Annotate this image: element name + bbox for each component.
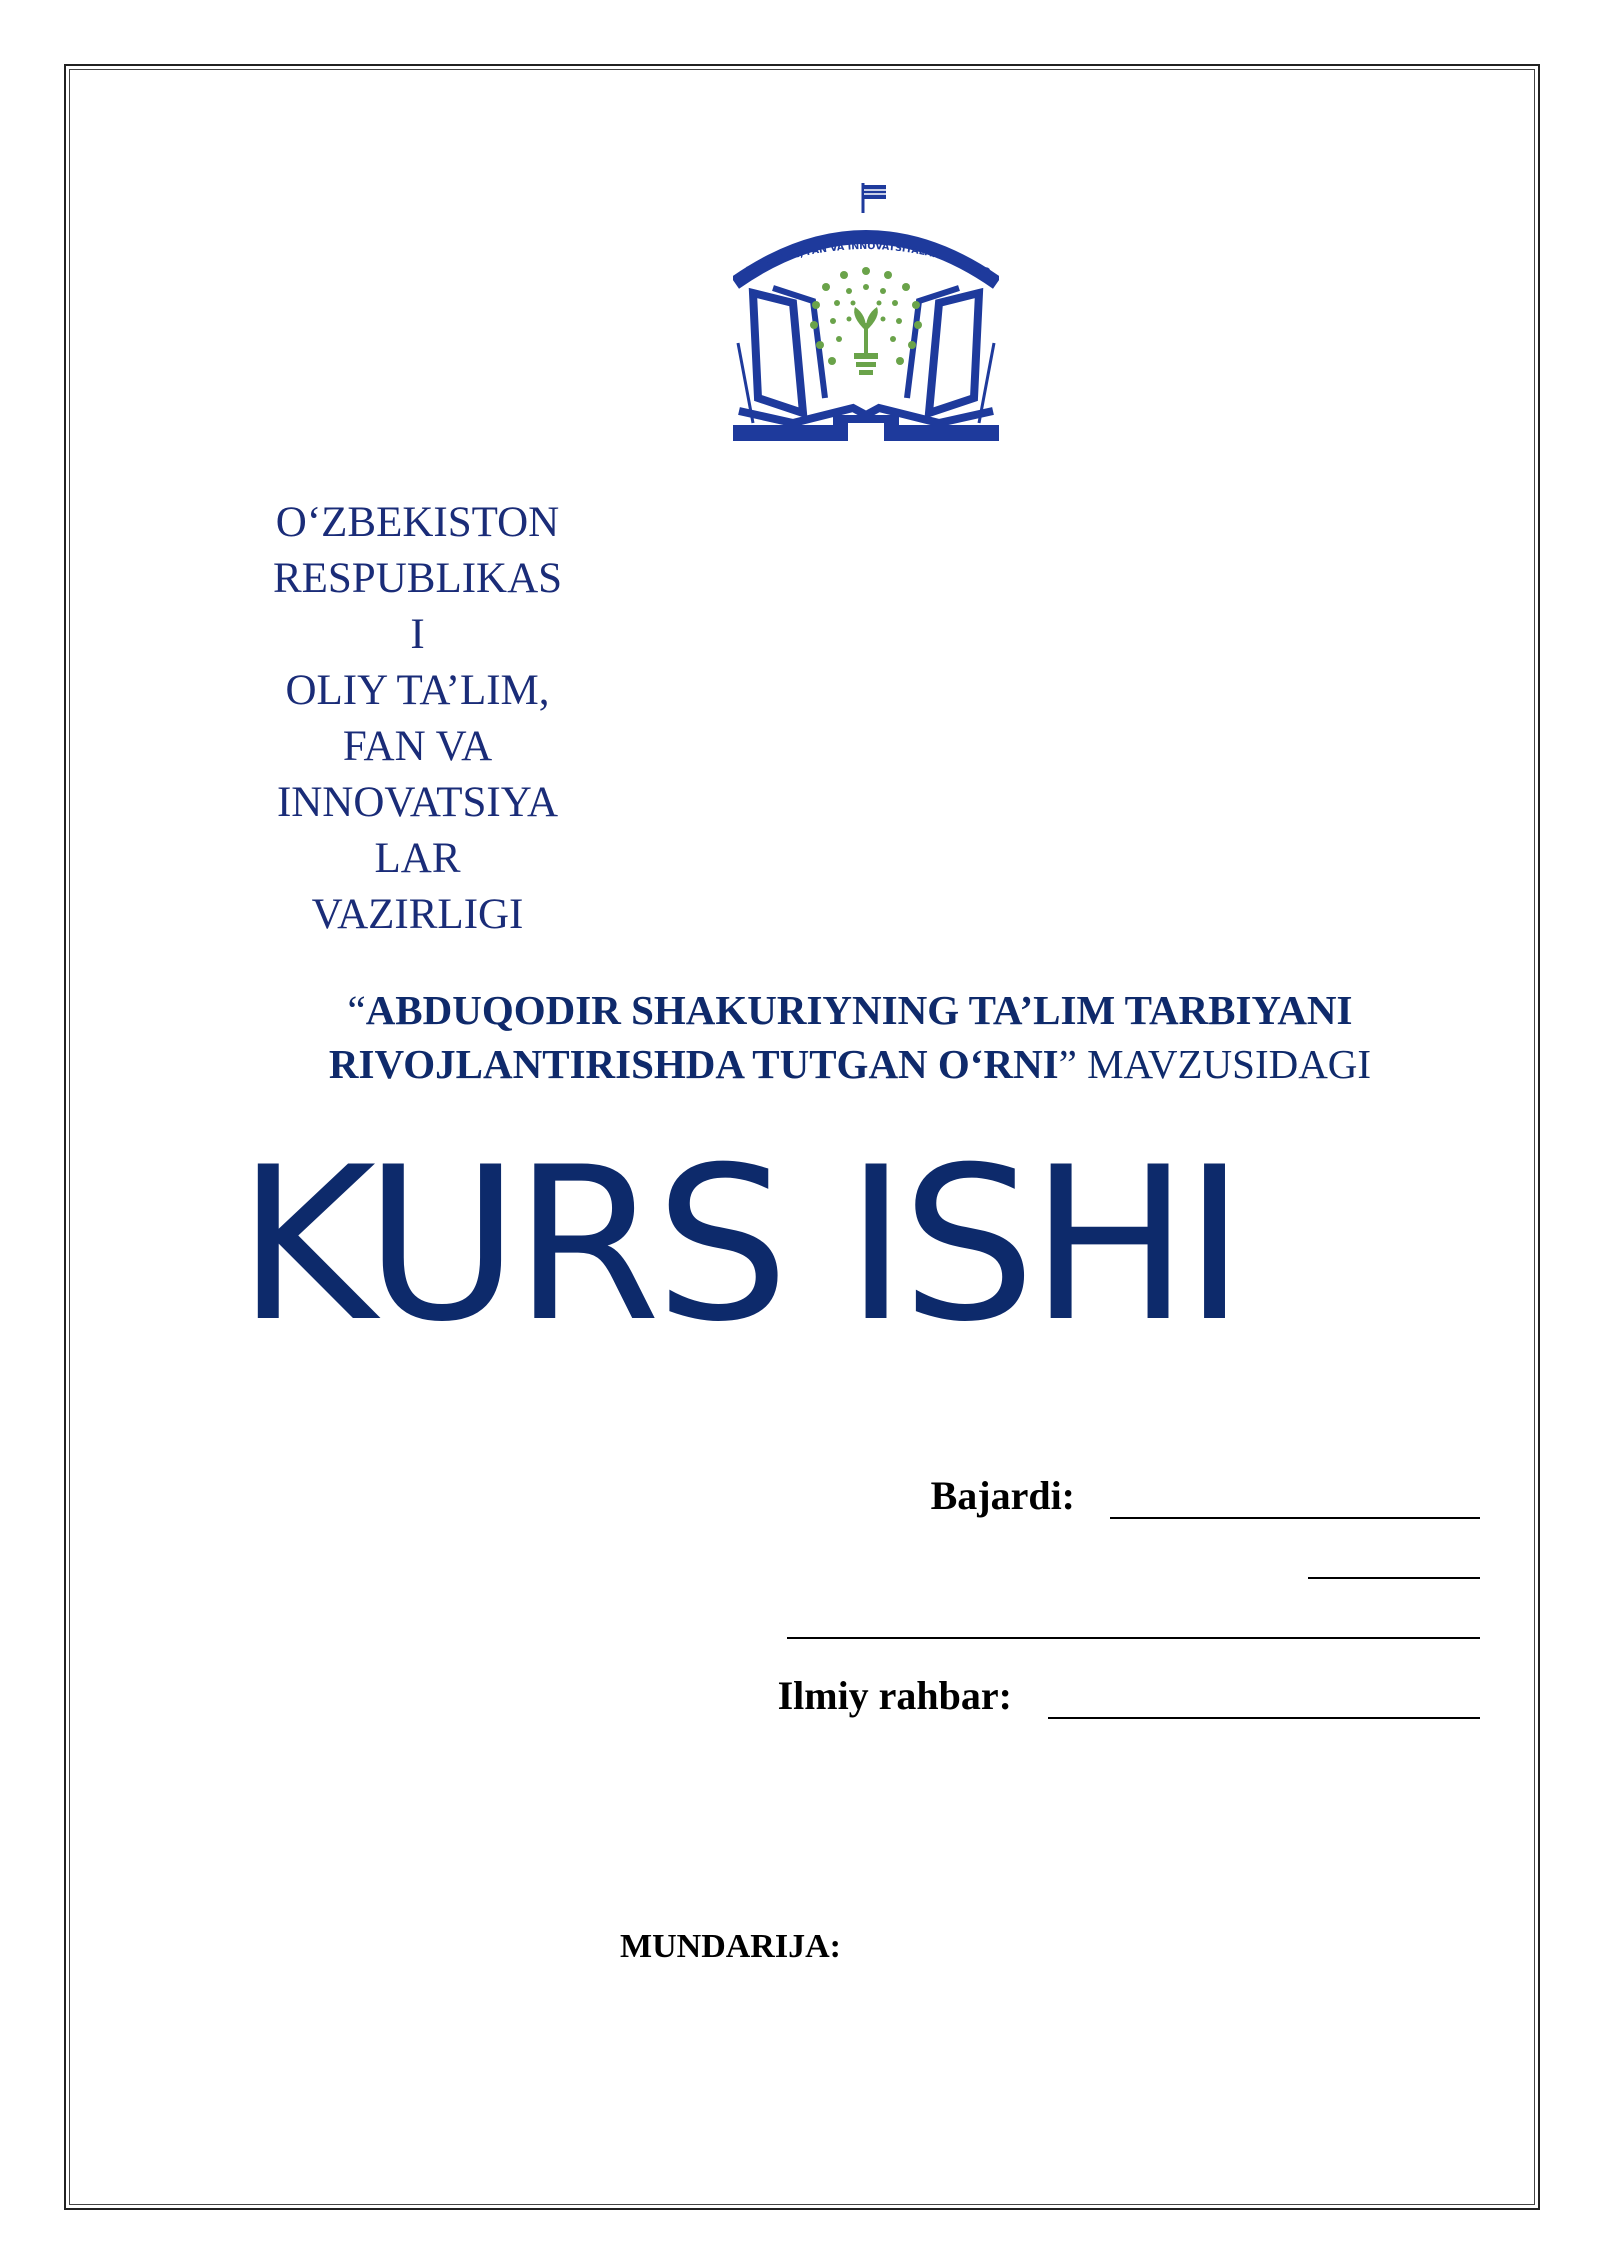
topic-line-2: [250, 1037, 1450, 1091]
bajardi-underline-2: [1308, 1577, 1480, 1579]
rahbar-underline: [1048, 1717, 1480, 1719]
ministry-line: FAN VA: [342, 723, 493, 770]
contents-heading: MUNDARIJA:: [620, 1928, 841, 1965]
ministry-line: VAZIRLIGI: [311, 891, 524, 938]
ilmiy-rahbar-label: Ilmiy rahbar:: [777, 1673, 1012, 1718]
ministry-line: LAR: [374, 835, 461, 882]
ministry-emblem-icon: [733, 183, 999, 443]
topic-line1-text: ABDUQODIR SHAKURIYNING TA’LIM TARBIYANI: [365, 987, 1353, 1033]
logo-arc-text-2: LIY TA'LIM, FAN VA INNOVATSIYALAR VAZIRLIG: [744, 240, 992, 279]
bajardi-underline: [1110, 1517, 1480, 1519]
ministry-line: I: [410, 611, 425, 658]
topic-line2-text: RIVOJLANTIRISHDA TUTGAN O‘RNI: [328, 1041, 1059, 1087]
ministry-line: INNOVATSIYA: [276, 779, 559, 826]
document-type-title: KURS ISHI: [237, 1121, 1240, 1368]
bajardi-label: Bajardi:: [930, 1473, 1075, 1518]
topic-title: [250, 983, 1450, 1091]
topic-open-quote: “: [347, 987, 366, 1033]
topic-line-1: [250, 983, 1450, 1037]
topic-suffix: MAVZUSIDAGI: [1076, 1041, 1372, 1087]
ministry-line: OLIY TA’LIM,: [285, 667, 550, 714]
bajardi-underline-3: [787, 1637, 1480, 1639]
ministry-name: [240, 495, 595, 943]
ministry-line: O‘ZBEKISTON: [275, 499, 560, 546]
ministry-logo: [733, 183, 999, 443]
ministry-line: RESPUBLIKAS: [272, 555, 563, 602]
topic-close-quote: ”: [1058, 1041, 1077, 1087]
logo-arc-text-1: O'ZBEKISTON RESPUBLIKASI: [784, 219, 948, 246]
